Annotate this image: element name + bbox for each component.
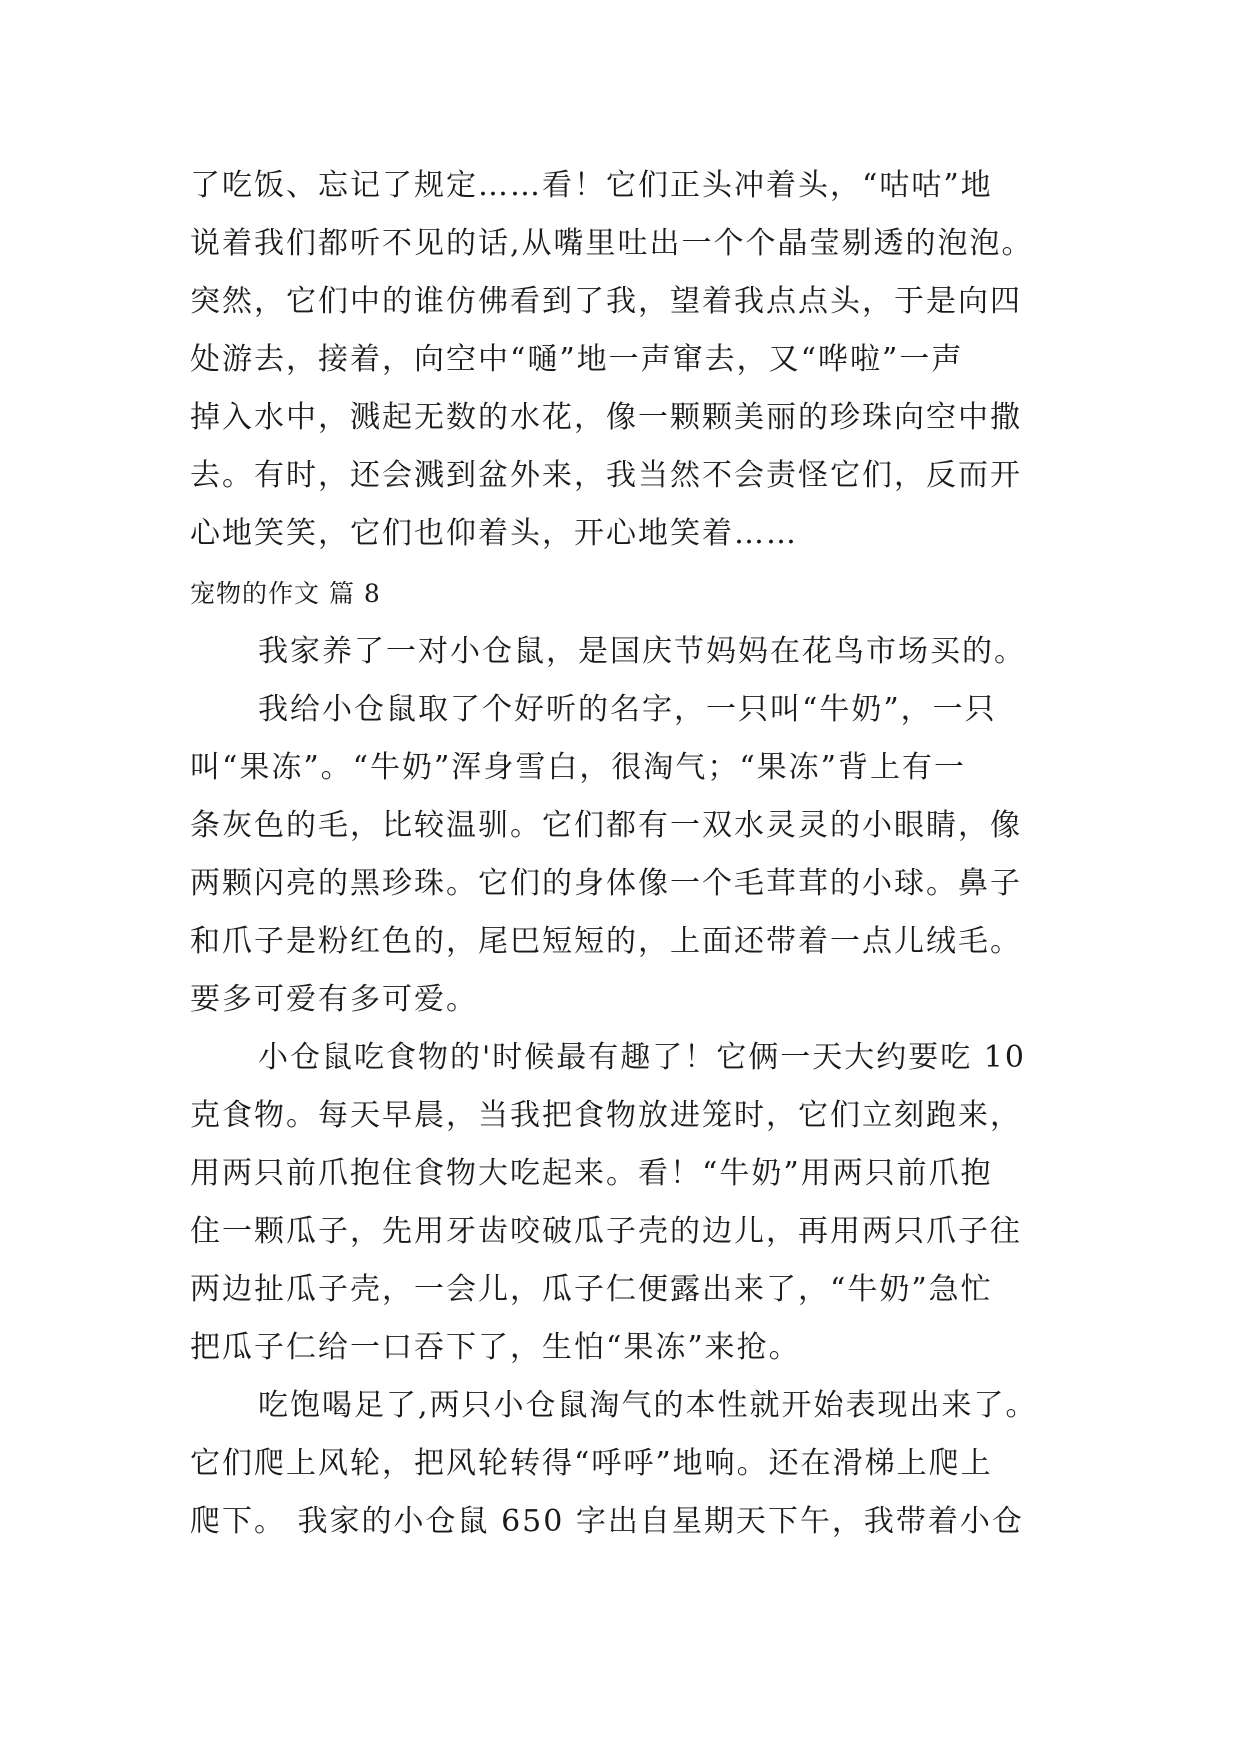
text-line: 了吃饭、忘记了规定……看！它们正头冲着头，“咕咕”地	[190, 168, 993, 203]
text-line: 心地笑笑，它们也仰着头，开心地笑着……	[190, 516, 798, 551]
paragraph-line: 我给小仓鼠取了个好听的名字，一只叫“牛奶”，一只	[258, 692, 997, 727]
paragraph-line: 克食物。每天早晨，当我把食物放进笼时，它们立刻跑来，	[190, 1098, 1022, 1133]
paragraph-line: 爬下。 我家的小仓鼠 650 字出自星期天下午，我带着小仓	[190, 1504, 1024, 1539]
text-line: 突然，它们中的谁仿佛看到了我，望着我点点头，于是向四	[190, 284, 1022, 319]
text-line: 说着我们都听不见的话,从嘴里吐出一个个晶莹剔透的泡泡。	[190, 226, 1034, 261]
paragraph-line: 条灰色的毛，比较温驯。它们都有一双水灵灵的小眼睛，像	[190, 808, 1022, 843]
paragraph-line: 要多可爱有多可爱。	[190, 982, 478, 1017]
section-title: 宠物的作文 篇 8	[190, 579, 381, 608]
paragraph-line: 叫“果冻”。“牛奶”浑身雪白，很淘气；“果冻”背上有一	[190, 750, 967, 785]
text-line: 处游去，接着，向空中“嗵”地一声窜去，又“哗啦”一声	[190, 342, 964, 377]
paragraph-line: 和爪子是粉红色的，尾巴短短的，上面还带着一点儿绒毛。	[190, 924, 1022, 959]
text-line: 去。有时，还会溅到盆外来，我当然不会责怪它们，反而开	[190, 458, 1022, 493]
text-line: 掉入水中，溅起无数的水花，像一颗颗美丽的珍珠向空中撒	[190, 400, 1022, 435]
paragraph-line: 用两只前爪抱住食物大吃起来。看！“牛奶”用两只前爪抱	[190, 1156, 993, 1191]
paragraph-line: 两颗闪亮的黑珍珠。它们的身体像一个毛茸茸的小球。鼻子	[190, 866, 1022, 901]
paragraph-line: 它们爬上风轮，把风轮转得“呼呼”地响。还在滑梯上爬上	[190, 1446, 993, 1481]
paragraph-line: 我家养了一对小仓鼠，是国庆节妈妈在花鸟市场买的。	[258, 634, 1026, 669]
paragraph-line: 把瓜子仁给一口吞下了，生怕“果冻”来抢。	[190, 1330, 801, 1365]
paragraph-line: 两边扯瓜子壳，一会儿，瓜子仁便露出来了，“牛奶”急忙	[190, 1272, 993, 1307]
paragraph-line: 小仓鼠吃食物的'时候最有趣了！它俩一天大约要吃 10	[258, 1040, 1026, 1075]
paragraph-line: 吃饱喝足了,两只小仓鼠淘气的本性就开始表现出来了。	[258, 1388, 1038, 1423]
paragraph-line: 住一颗瓜子，先用牙齿咬破瓜子壳的边儿，再用两只爪子往	[190, 1214, 1022, 1249]
